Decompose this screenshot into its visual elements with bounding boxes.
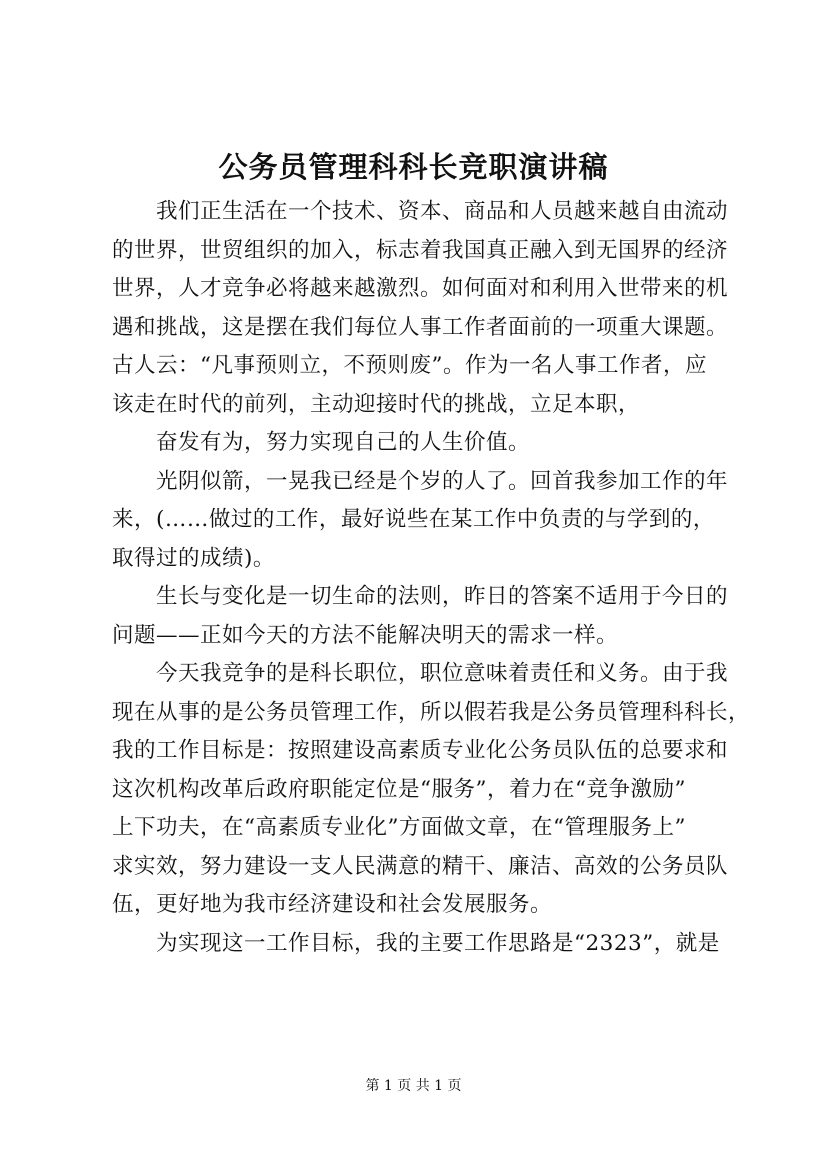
body-line: 光阴似箭，一晃我已经是个岁的人了。回首我参加工作的年 xyxy=(156,468,729,494)
body-line: 该走在时代的前列，主动迎接时代的挑战，立足本职， xyxy=(112,391,641,417)
body-line: 上下功夫，在“高素质专业化”方面做文章，在“管理服务上” xyxy=(112,815,686,840)
body-line: 世界，人才竞争必将越来越激烈。如何面对和利用入世带来的机 xyxy=(112,276,729,301)
body-line: 奋发有为，努力实现自己的人生价值。 xyxy=(156,430,531,455)
document-body xyxy=(112,193,751,963)
body-line: 的世界，世贸组织的加入，标志着我国真正融入到无国界的经济 xyxy=(112,237,729,263)
body-line: 为实现这一工作目标，我的主要工作思路是“2323”，就是 xyxy=(156,930,720,956)
body-line: 遇和挑战，这是摆在我们每位人事工作者面前的一项重大课题。 xyxy=(112,314,729,340)
body-line: 这次机构改革后政府职能定位是“服务”，着力在“竞争激励” xyxy=(112,776,686,802)
body-line: 现在从事的是公务员管理工作，所以假若我是公务员管理科科长， xyxy=(112,699,751,725)
body-line: 问题——正如今天的方法不能解决明天的需求一样。 xyxy=(112,622,619,648)
body-line: 求实效，努力建设一支人民满意的精干、廉洁、高效的公务员队 xyxy=(112,853,729,879)
body-line: 来，(……做过的工作，最好说些在某工作中负责的与学到的， xyxy=(112,507,715,532)
body-line: 我们正生活在一个技术、资本、商品和人员越来越自由流动 xyxy=(156,199,729,224)
body-line: 今天我竞争的是科长职位，职位意味着责任和义务。由于我 xyxy=(156,661,729,686)
body-line: 伍，更好地为我市经济建设和社会发展服务。 xyxy=(112,892,553,917)
body-line: 生长与变化是一切生命的法则，昨日的答案不适用于今日的 xyxy=(156,584,729,609)
document-title: 公务员管理科科长竞职演讲稿 xyxy=(218,150,609,184)
body-line: 取得过的成绩)。 xyxy=(112,545,275,571)
body-line: 我的工作目标是：按照建设高素质专业化公务员队伍的总要求和 xyxy=(112,738,729,763)
body-line: 古人云：“凡事预则立，不预则废”。作为一名人事工作者，应 xyxy=(112,353,707,378)
page-footer: 第 1 页 共 1 页 xyxy=(365,1078,462,1094)
